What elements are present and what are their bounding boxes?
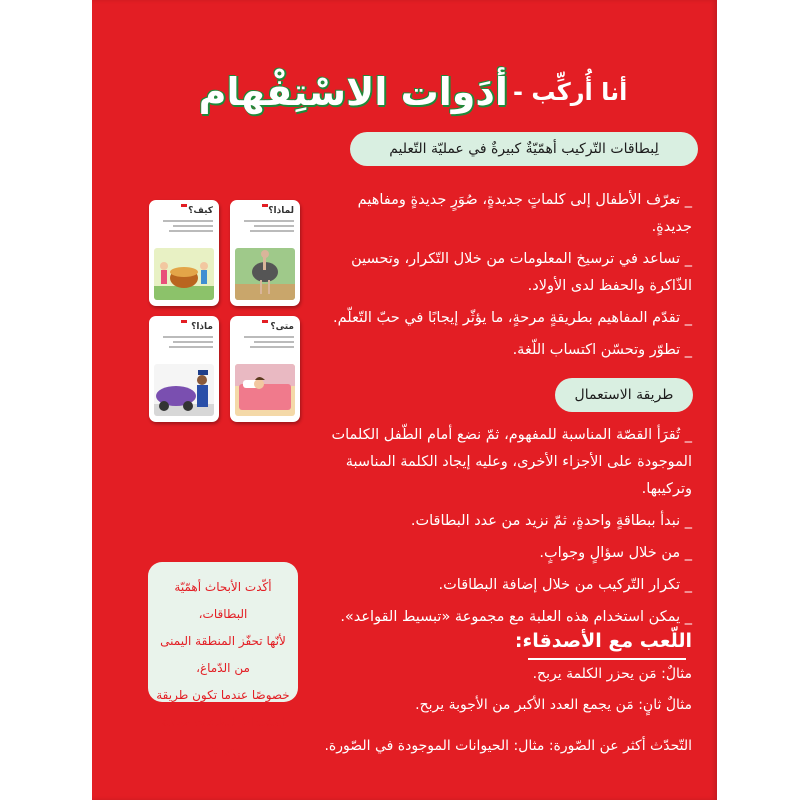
note-line: أكّدت الأبحاث أهمّيّة البطاقات،	[174, 580, 272, 621]
example-1: مثالٌ: مَن يحزر الكلمة يربح.	[532, 666, 692, 682]
research-note-box	[148, 562, 298, 756]
talk-about-picture: التّحدّث أكثر عن الصّورة: مثال: الحيوانات الموجودة في الصّورة.	[324, 738, 692, 754]
children-cake-illustration-icon	[154, 248, 214, 300]
section-heading-importance: لِبطاقات التّركيب أهمّيّةٌ كبيرةٌ في عمليّة التّعليم	[350, 132, 698, 166]
bedroom-illustration-icon	[235, 364, 295, 416]
usage-list	[318, 422, 692, 636]
list-item: _ من خلال سؤالٍ وجوابٍ.	[539, 545, 692, 561]
list-item: _ تطوّر وتحسّن اكتساب اللّغة.	[512, 342, 692, 358]
play-heading-text: اللّعب مع الأصدقاء:	[514, 630, 692, 652]
note-line: لأنّها تحفّز المنطقة اليمنى من الدّماغ،	[160, 634, 286, 675]
ostrich-illustration-icon	[235, 248, 295, 300]
title-main: أدَوات الاسْتِفْهام	[198, 70, 508, 114]
list-item: _ تكرار التّركيب من خلال إضافة البطاقات.	[438, 577, 692, 593]
card-what	[149, 316, 219, 422]
section-heading-usage: طريقة الاستعمال	[555, 378, 693, 412]
card-when	[230, 316, 300, 422]
importance-list	[322, 187, 692, 369]
example-2: مثالٌ ثانٍ: مَن يجمع العدد الأكبر من الأجوبة يربح.	[415, 697, 692, 713]
list-item: _ تقدّم المفاهيم بطريقةٍ مرحةٍ، ما يؤثّر إيجابًا في حبّ التّعلّم.	[333, 310, 692, 326]
note-line: خصوصًا عندما تكون طريقة	[156, 688, 290, 702]
card-title: لماذا؟	[268, 206, 294, 216]
card-title: كيف؟	[188, 206, 213, 216]
list-item: _ تعرّف الأطفال إلى كلماتٍ جديدةٍ، صُوَرٍ جديدةٍ ومفاهيم جديدةٍ.	[357, 192, 692, 235]
list-item: _ تساعد في ترسيخ المعلومات من خلال التّكرار، وتحسين الذّاكرة والحفظ لدى الأولاد.	[351, 251, 692, 294]
list-item: _ تُقرَأ القصّة المناسبة للمفهوم، ثمّ نضع أمام الطّفل الكلمات الموجودة على الأجزاء الأخرى، وعليه إيجاد الكلمة المناسبة وتركيبها.	[331, 427, 692, 497]
card-images-group	[146, 200, 301, 430]
card-why	[230, 200, 300, 306]
note-line: استخدام البطاقات ممتعة ومرحة.	[161, 715, 285, 756]
page-title	[178, 70, 648, 120]
title-prefix: أنا أُركِّب -	[513, 78, 628, 106]
policeman-car-illustration-icon	[154, 364, 214, 416]
card-how	[149, 200, 219, 306]
list-item: _ نبدأ ببطاقةٍ واحدةٍ، ثمّ نزيد من عدد البطاقات.	[410, 513, 692, 529]
play-with-friends-heading	[420, 630, 692, 652]
card-title: متى؟	[270, 322, 294, 332]
list-item: _ يمكن استخدام هذه العلبة مع مجموعة «تبسيط القواعد».	[340, 609, 692, 625]
card-title: ماذا؟	[191, 322, 213, 332]
